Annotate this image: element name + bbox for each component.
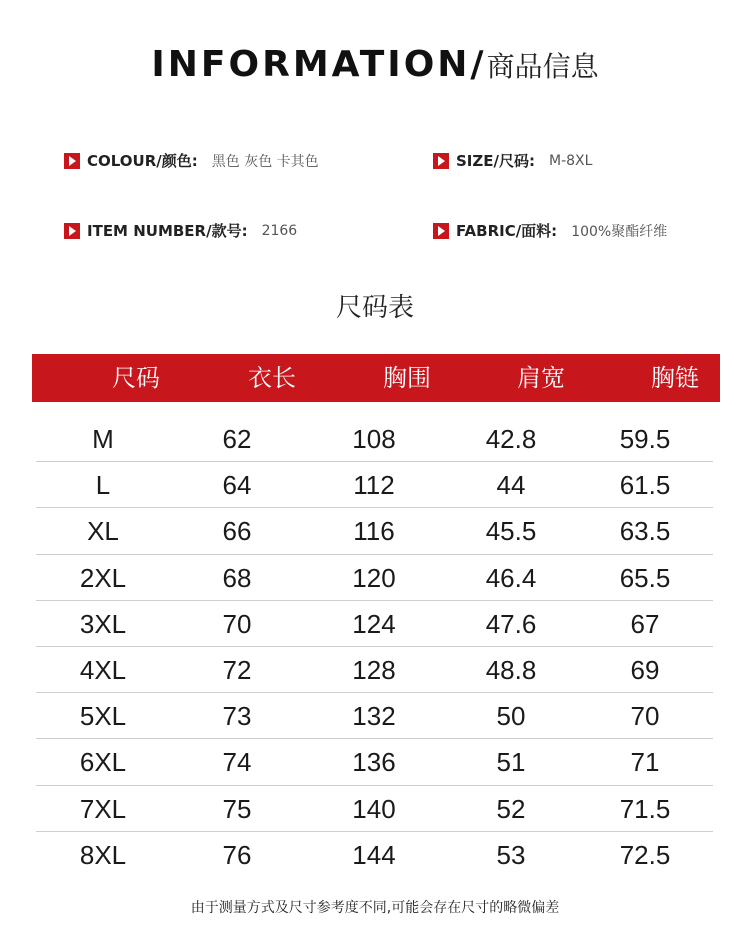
cell-length: 72 <box>222 654 252 685</box>
header-cell-size: 尺码 <box>112 364 160 392</box>
play-bullet-icon <box>64 153 80 169</box>
cell-length: 75 <box>222 793 252 824</box>
cell-chest: 128 <box>352 654 396 685</box>
size-chart-title: 尺码表 <box>335 293 414 323</box>
info-size <box>433 150 592 171</box>
cell-shoulder: 53 <box>496 839 526 870</box>
table-row <box>36 508 713 554</box>
cell-chest: 112 <box>353 470 395 501</box>
cell-length: 74 <box>222 747 252 778</box>
cell-chest: 140 <box>352 793 396 824</box>
item-number-value: 2166 <box>261 222 298 239</box>
cell-chest: 116 <box>353 516 395 547</box>
table-row <box>36 647 713 693</box>
cell-chest-chain: 61.5 <box>619 470 671 501</box>
cell-size: M <box>92 424 114 454</box>
cell-shoulder: 47.6 <box>485 608 537 639</box>
cell-shoulder: 48.8 <box>485 654 537 685</box>
fabric-value: 100%聚酯纤维 <box>571 223 668 240</box>
table-row <box>36 601 713 647</box>
cell-shoulder: 50 <box>496 701 526 732</box>
play-bullet-icon <box>433 223 449 239</box>
cell-chest: 120 <box>352 562 396 593</box>
table-row <box>36 693 713 739</box>
header-cell-chest-chain: 胸链 <box>651 364 699 392</box>
cell-chest: 136 <box>352 747 396 778</box>
table-row <box>36 832 713 878</box>
cell-chest: 124 <box>352 608 396 639</box>
cell-size: 2XL <box>79 562 127 593</box>
cell-length: 64 <box>222 470 252 501</box>
cell-length: 76 <box>222 839 252 870</box>
table-row <box>36 462 713 508</box>
size-label: SIZE/尺码: <box>456 152 535 170</box>
cell-shoulder: 45.5 <box>485 516 537 547</box>
info-fabric <box>433 220 667 241</box>
table-row <box>36 416 713 462</box>
cell-size: 5XL <box>79 701 127 732</box>
info-colour <box>64 150 319 171</box>
size-value: M-8XL <box>549 152 593 169</box>
cell-chest: 132 <box>352 701 396 732</box>
cell-chest-chain: 67 <box>630 608 660 639</box>
info-item-number <box>64 220 297 241</box>
cell-shoulder: 42.8 <box>485 424 537 454</box>
header-cell-chest: 胸围 <box>383 364 431 392</box>
cell-length: 66 <box>222 516 252 547</box>
cell-length: 68 <box>222 562 252 593</box>
cell-shoulder: 44 <box>496 470 526 501</box>
play-bullet-icon <box>433 153 449 169</box>
item-number-label: ITEM NUMBER/款号: <box>87 222 248 240</box>
header-cell-shoulder: 肩宽 <box>517 364 565 392</box>
cell-size: 6XL <box>79 747 127 778</box>
cell-size: 3XL <box>79 608 127 639</box>
cell-size: 8XL <box>79 839 127 870</box>
title-english: INFORMATION/ <box>151 44 487 85</box>
page-title <box>0 44 750 85</box>
size-table-header <box>32 354 720 402</box>
cell-size: L <box>95 470 111 501</box>
cell-shoulder: 52 <box>496 793 526 824</box>
cell-chest-chain: 69 <box>630 654 660 685</box>
cell-chest-chain: 65.5 <box>619 562 671 593</box>
header-cell-length: 衣长 <box>248 364 296 392</box>
cell-chest-chain: 59.5 <box>619 424 671 454</box>
cell-length: 62 <box>222 424 252 454</box>
cell-chest-chain: 63.5 <box>619 516 671 547</box>
table-row <box>36 786 713 832</box>
table-row <box>36 555 713 601</box>
fabric-label: FABRIC/面料: <box>456 222 558 240</box>
cell-size: 7XL <box>79 793 127 824</box>
colour-label: COLOUR/颜色: <box>87 152 198 170</box>
cell-chest-chain: 71 <box>630 747 660 778</box>
cell-size: 4XL <box>79 654 127 685</box>
cell-length: 73 <box>222 701 252 732</box>
table-row <box>36 739 713 785</box>
title-chinese: 商品信息 <box>486 50 599 83</box>
cell-length: 70 <box>222 608 252 639</box>
colour-value: 黑色 灰色 卡其色 <box>211 153 319 170</box>
size-table-body <box>36 416 713 878</box>
cell-chest-chain: 70 <box>630 701 660 732</box>
cell-size: XL <box>87 516 119 547</box>
cell-chest-chain: 72.5 <box>619 839 671 870</box>
play-bullet-icon <box>64 223 80 239</box>
cell-chest-chain: 71.5 <box>619 793 671 824</box>
cell-shoulder: 51 <box>496 747 526 778</box>
cell-chest: 108 <box>352 424 396 454</box>
measurement-disclaimer: 由于测量方式及尺寸参考度不同,可能会存在尺寸的略微偏差 <box>190 900 560 916</box>
cell-chest: 144 <box>352 839 396 870</box>
cell-shoulder: 46.4 <box>485 562 537 593</box>
